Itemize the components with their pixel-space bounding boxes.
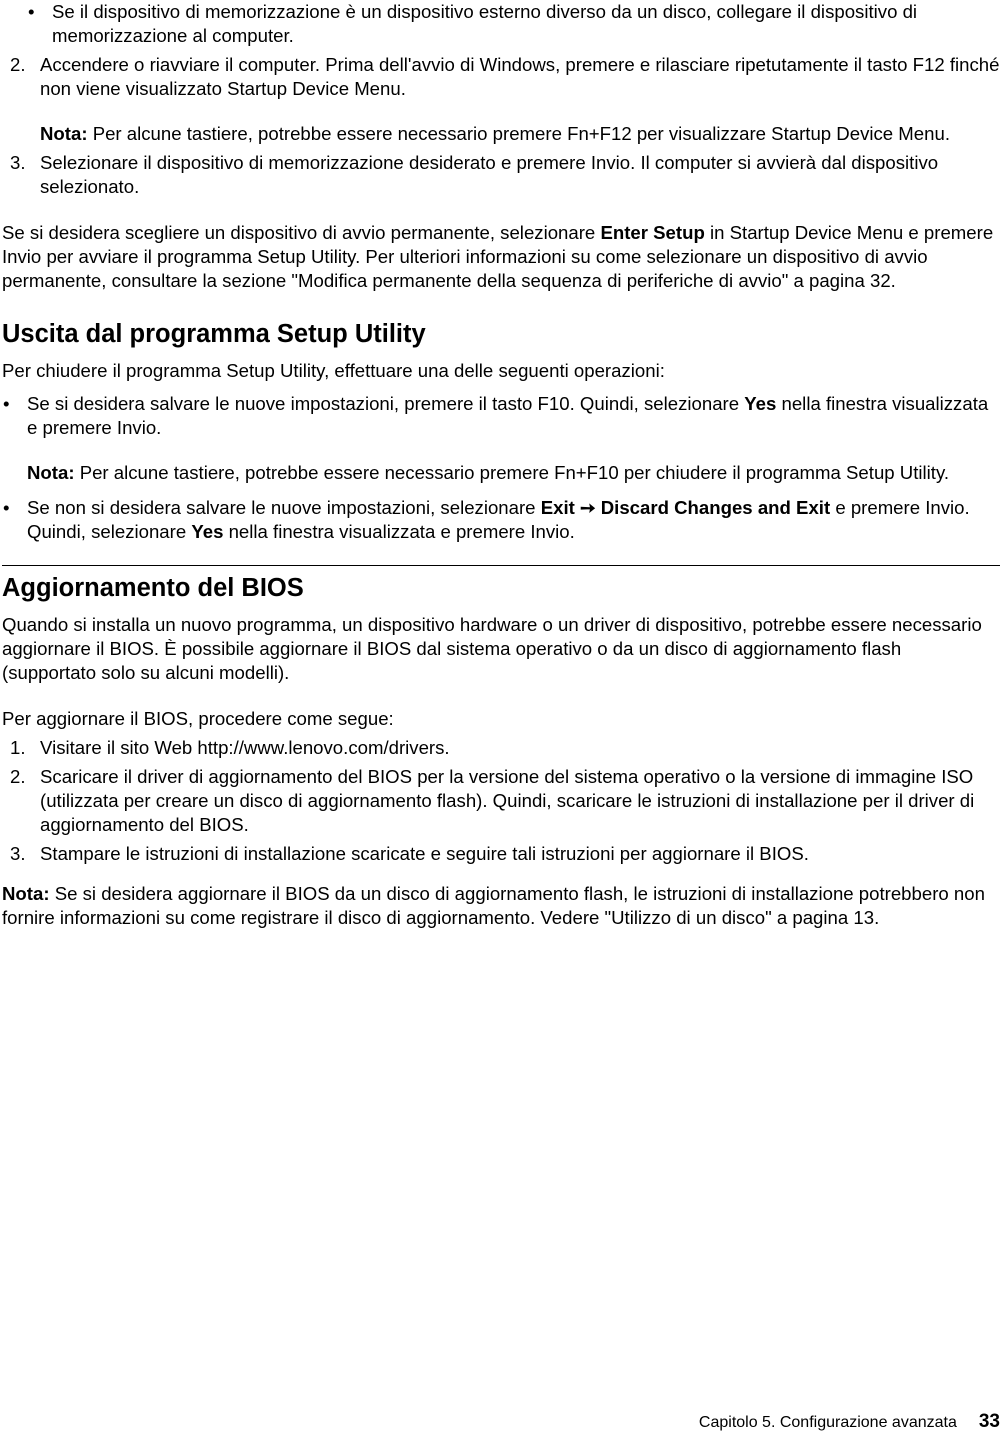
section-heading: Aggiornamento del BIOS bbox=[2, 574, 304, 602]
step-number: 3. bbox=[10, 152, 26, 173]
emphasis-text: Yes bbox=[191, 521, 224, 542]
emphasis-text: Yes bbox=[744, 393, 777, 414]
step-text: Selezionare il dispositivo di memorizzazione desiderato e premere Invio. Il computer si avvierà dal dispositivo selezionato. bbox=[40, 152, 939, 197]
list-item bbox=[2, 392, 1000, 440]
menu-path-exit: Exit bbox=[540, 497, 575, 518]
step-text: Accendere o riavviare il computer. Prima dell'avvio di Windows, premere e rilasciare ripetutamente il tasto F12 finché non viene visualizzato Startup Device Menu. bbox=[40, 54, 1000, 99]
bullet-icon: • bbox=[3, 497, 10, 518]
section-heading: Uscita dal programma Setup Utility bbox=[2, 320, 426, 348]
note bbox=[2, 122, 1000, 146]
step-number: 3. bbox=[10, 843, 26, 864]
paragraph bbox=[2, 221, 1000, 293]
page-footer bbox=[699, 1410, 1000, 1435]
list-item bbox=[2, 53, 1000, 101]
list-item bbox=[2, 496, 1000, 544]
section-divider bbox=[2, 565, 1000, 566]
step-number: 2. bbox=[10, 54, 26, 75]
list-item bbox=[27, 0, 1000, 48]
note-label: Nota: bbox=[27, 462, 75, 483]
list-item-text: Se si desidera salvare le nuove impostazioni, premere il tasto F10. Quindi, selezionare bbox=[27, 393, 740, 414]
menu-path-discard: Discard Changes and Exit bbox=[600, 497, 831, 518]
paragraph: Quando si installa un nuovo programma, un dispositivo hardware o un driver di dispositivo, potrebbe essere necessario aggiornare il BIOS. È possibile aggiornare il BIOS dal sistema operativo o da un disco di aggiornamento flash (supportato solo su alcuni modelli). bbox=[2, 614, 982, 683]
page-number: 33 bbox=[978, 1411, 1000, 1432]
step-number: 2. bbox=[10, 766, 26, 787]
list-item bbox=[2, 842, 1000, 866]
bullet-icon: • bbox=[3, 393, 10, 414]
chapter-title: Capitolo 5. Configurazione avanzata bbox=[698, 1414, 957, 1431]
step-text: Stampare le istruzioni di installazione scaricate e seguire tali istruzioni per aggiornare il BIOS. bbox=[40, 843, 809, 864]
list-item-text: Se il dispositivo di memorizzazione è un dispositivo esterno diverso da un disco, collegare il dispositivo di memorizzazione al computer. bbox=[52, 1, 918, 46]
list-item bbox=[2, 736, 1000, 760]
step-text: Visitare il sito Web http://www.lenovo.com/drivers. bbox=[40, 737, 450, 758]
step-text: Scaricare il driver di aggiornamento del BIOS per la versione del sistema operativo o la versione di immagine ISO (utilizzata per creare un disco di aggiornamento flash). Quindi, scaricare le istruzioni di installazione per il driver di aggiornamento del BIOS. bbox=[40, 766, 975, 835]
note-label: Nota: bbox=[2, 883, 50, 904]
note-text: Se si desidera aggiornare il BIOS da un disco di aggiornamento flash, le istruzioni di installazione potrebbero non fornire informazioni su come registrare il disco di aggiornamento. Vedere "Utilizzo di un disco" a pagina 13. bbox=[2, 883, 985, 928]
note-text: Per alcune tastiere, potrebbe essere necessario premere Fn+F10 per chiudere il programma Setup Utility. bbox=[79, 462, 950, 483]
list-item-text: Se non si desidera salvare le nuove impostazioni, selezionare bbox=[27, 497, 536, 518]
paragraph-text: Se si desidera scegliere un dispositivo di avvio permanente, selezionare bbox=[2, 222, 596, 243]
step-number: 1. bbox=[10, 737, 26, 758]
list-item bbox=[2, 765, 1000, 837]
emphasis-text: Enter Setup bbox=[600, 222, 705, 243]
page bbox=[2, 0, 1000, 930]
note bbox=[2, 882, 1000, 930]
list-item bbox=[2, 151, 1000, 199]
list-item-text: e premere Invio. Quindi, selezionare bbox=[27, 497, 970, 542]
list-item-text: nella finestra visualizzata e premere Invio. bbox=[27, 393, 989, 438]
note-text: Per alcune tastiere, potrebbe essere necessario premere Fn+F12 per visualizzare Startup Device Menu. bbox=[92, 123, 950, 144]
bullet-icon: • bbox=[28, 1, 35, 22]
note-label: Nota: bbox=[40, 123, 88, 144]
arrow-right-icon: ➙ bbox=[579, 497, 596, 518]
paragraph-text: in Startup Device Menu e premere Invio per avviare il programma Setup Utility. Per ulteriori informazioni su come selezionare un dispositivo di avvio permanente, consultare la sezione "Modifica permanente della sequenza di periferiche di avvio" a pagina 32. bbox=[2, 222, 994, 291]
note bbox=[2, 461, 1000, 485]
paragraph: Per aggiornare il BIOS, procedere come segue: bbox=[2, 708, 394, 729]
list-item-text: nella finestra visualizzata e premere Invio. bbox=[228, 521, 575, 542]
paragraph: Per chiudere il programma Setup Utility, effettuare una delle seguenti operazioni: bbox=[2, 360, 665, 381]
